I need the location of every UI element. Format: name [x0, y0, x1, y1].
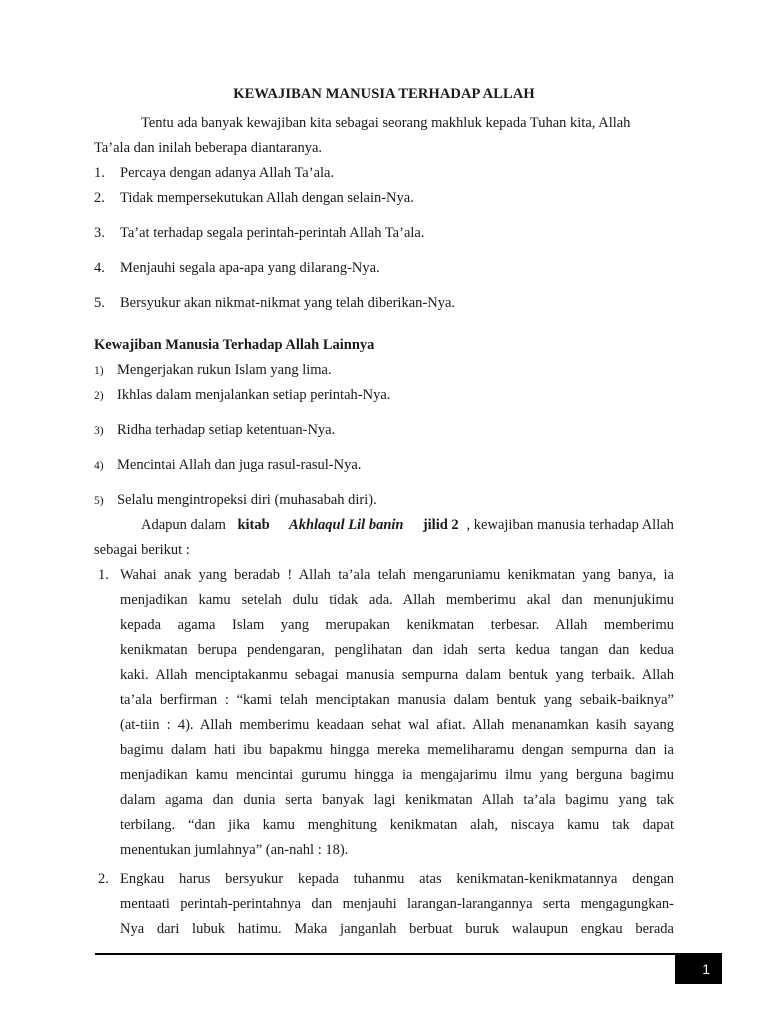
list-item-number: 2.: [98, 871, 109, 887]
list-item-text: Percaya dengan adanya Allah Ta’ala.: [120, 165, 335, 181]
book-title: Akhlaqul Lil banin: [289, 517, 404, 533]
text-line: menentukan jumlahnya” (an-nahl : 18).: [120, 842, 349, 858]
list-item-number: 1): [94, 365, 104, 377]
list-item-number: 5): [94, 495, 104, 507]
document-title: KEWAJIBAN MANUSIA TERHADAP ALLAH: [233, 86, 535, 102]
footer-rule: [95, 953, 722, 955]
text-line: Engkau harus bersyukur kepada tuhanmu atas kenikmatan-kenikmatannya dengan: [120, 871, 674, 887]
list-item-number: 4): [94, 460, 104, 472]
text-line: kenikmatan berupa pendengaran, penglihatan dan idah serta kedua tangan dan kedua: [120, 642, 674, 658]
list-item-text: Bersyukur akan nikmat-nikmat yang telah diberikan-Nya.: [120, 295, 456, 311]
list-item-number: 1.: [94, 165, 105, 181]
list-item-text: Selalu mengintropeksi diri (muhasabah diri).: [117, 492, 377, 508]
list-item-text: Ridha terhadap setiap ketentuan-Nya.: [117, 422, 336, 438]
text-line: terbilang. “dan jika kamu menghitung kenikmatan alah, niscaya kamu tak dapat: [120, 817, 674, 833]
text-line: ta’ala berfirman : “kami telah menciptakan manusia dalam bentuk yang sebaik-baiknya”: [120, 692, 674, 708]
paragraph-2-pre: Adapun dalam: [141, 517, 230, 533]
kitab-word: kitab: [237, 517, 270, 533]
paragraph-2-post: , kewajiban manusia terhadap Allah: [466, 517, 674, 533]
page-number-box: [675, 954, 722, 984]
paragraph-2-line-1: [141, 517, 674, 534]
intro-line-1: Tentu ada banyak kewajiban kita sebagai seorang makhluk kepada Tuhan kita, Allah: [141, 115, 631, 131]
list-item-number: 2.: [94, 190, 105, 206]
list-item-number: 3): [94, 425, 104, 437]
list-item-number: 4.: [94, 260, 105, 276]
list-item-number: 2): [94, 390, 104, 402]
text-line: kaki. Allah menciptakanmu sebagai manusia sempurna dalam bentuk yang terbaik. Allah: [120, 667, 674, 683]
list-item-text: Mengerjakan rukun Islam yang lima.: [117, 362, 332, 378]
text-line: Nya dari lubuk hatimu. Maka janganlah berbuat buruk walaupun engkau berada: [120, 921, 674, 937]
text-line: Wahai anak yang beradab ! Allah ta’ala telah mengaruniamu kenikmatan yang banya, ia: [120, 567, 674, 583]
paragraph-2-line-2: sebagai berikut :: [94, 542, 190, 558]
text-line: menjadikan kamu setelah dulu tidak ada. Allah memberimu akal dan menunjukimu: [120, 592, 674, 608]
text-line: menjadikan kamu mencintai gurumu hingga ia mengajarimu ilmu yang berguna bagimu: [120, 767, 674, 783]
list-item-text: Menjauhi segala apa-apa yang dilarang-Nya.: [120, 260, 380, 276]
text-line: mentaati perintah-perintahnya dan menjauhi larangan-larangannya serta mengagungkan-: [120, 896, 674, 912]
text-line: dalam agama dan dunia serta banyak lagi kenikmatan Allah ta’ala bagimu yang tak: [120, 792, 674, 808]
list-item-number: 1.: [98, 567, 109, 583]
jilid-label: jilid 2: [422, 517, 459, 533]
list-item-text: Ta’at terhadap segala perintah-perintah Allah Ta’ala.: [120, 225, 425, 241]
intro-line-2: Ta’ala dan inilah beberapa diantaranya.: [94, 140, 323, 156]
page-number: 1: [702, 961, 710, 977]
list-item-number: 5.: [94, 295, 105, 311]
text-line: (at-tiin : 4). Allah memberimu keadaan sehat wal afiat. Allah menanamkan kasih sayang: [120, 717, 674, 733]
section-subheading: Kewajiban Manusia Terhadap Allah Lainnya: [94, 337, 375, 353]
text-line: kepada agama Islam yang merupakan kenikmatan terbesar. Allah memberimu: [120, 617, 674, 633]
text-line: bagimu dalam hati ibu bapakmu hingga mereka memeliharamu dengan sempurna dan ia: [120, 742, 674, 758]
list-item-text: Tidak mempersekutukan Allah dengan selain-Nya.: [120, 190, 414, 206]
list-item-text: Mencintai Allah dan juga rasul-rasul-Nya.: [117, 457, 362, 473]
list-item-text: Ikhlas dalam menjalankan setiap perintah-Nya.: [117, 387, 391, 403]
list-item-number: 3.: [94, 225, 105, 241]
